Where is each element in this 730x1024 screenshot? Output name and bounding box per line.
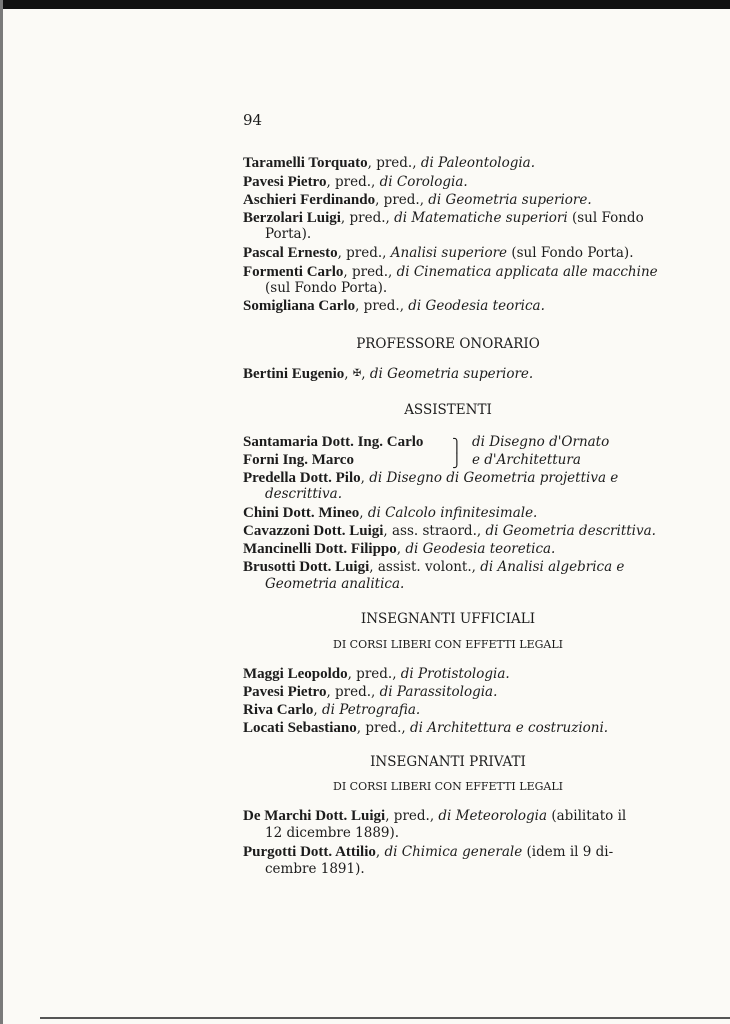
entry-name: Purgotti Dott. Attilio <box>243 844 376 860</box>
entry-pascal <box>243 245 633 262</box>
section-subheading-ufficiali: DI CORSI LIBERI CON EFFETTI LEGALI <box>333 638 563 651</box>
entry-continuation: Porta). <box>265 226 312 242</box>
entry-role: , <box>359 505 368 521</box>
entry-name: Santamaria Dott. Ing. Carlo <box>243 434 424 450</box>
entry-role: , pred., <box>326 174 380 190</box>
entry-subject: di Matematiche superiori <box>394 210 568 226</box>
entry-note: (sul Fondo <box>567 210 644 226</box>
entry-role: , pred., <box>347 666 401 682</box>
entry-subject: di Architettura e costruzioni. <box>409 720 609 736</box>
entry-subject: di Geometria descrittiva. <box>485 523 656 539</box>
entry-santamaria <box>243 434 423 451</box>
entry-subject: di Calcolo infinitesimale. <box>367 505 538 521</box>
entry-subject: di Cinematica applicata alle macchine <box>396 264 658 280</box>
entry-continuation: (sul Fondo Porta). <box>265 280 388 296</box>
entry-role: , pred., <box>385 808 439 824</box>
entry-brusotti <box>243 559 624 576</box>
entry-role: , <box>361 366 370 382</box>
scan-left-edge <box>0 0 3 1024</box>
entry-continuation: cembre 1891). <box>265 861 365 877</box>
entry-note: (abilitato il <box>547 808 627 824</box>
entry-mancinelli <box>243 541 555 558</box>
entry-name: Chini Dott. Mineo <box>243 505 360 521</box>
entry-subject: di Analisi algebrica e <box>480 559 625 575</box>
scan-top-border <box>0 0 730 9</box>
entry-purgotti <box>243 844 613 861</box>
entry-role: , assist. volont., <box>369 559 481 575</box>
entry-subject-text: e d'Architettura <box>472 452 581 468</box>
entry-continuation: descrittiva. <box>265 486 343 502</box>
entry-subject: di Meteorologia <box>438 808 548 824</box>
entry-pavesi <box>243 174 468 191</box>
entry-subject: di Petrografia. <box>322 702 421 718</box>
entry-subject <box>472 434 609 450</box>
entry-subject: di Parassitologia. <box>379 684 498 700</box>
entry-riva <box>243 702 420 719</box>
entry-name: Riva Carlo <box>243 702 314 718</box>
entry-role: , pred., <box>355 298 409 314</box>
entry-subject <box>472 452 581 468</box>
entry-name: Mancinelli Dott. Filippo <box>243 541 397 557</box>
entry-name: Berzolari Luigi <box>243 210 341 226</box>
section-heading-onorario: PROFESSORE ONORARIO <box>356 336 540 352</box>
entry-berzolari <box>243 210 644 227</box>
entry-role: , pred., <box>367 155 421 171</box>
entry-forni <box>243 452 354 469</box>
entry-name: Pascal Ernesto <box>243 245 338 261</box>
entry-subject-text: di Disegno d'Ornato <box>472 434 610 450</box>
entry-name: De Marchi Dott. Luigi <box>243 808 386 824</box>
entry-name: Pavesi Pietro <box>243 174 327 190</box>
entry-name: Somigliana Carlo <box>243 298 356 314</box>
entry-name: Pavesi Pietro <box>243 684 327 700</box>
entry-name: Cavazzoni Dott. Luigi <box>243 523 384 539</box>
entry-continuation: Geometria analitica. <box>265 576 405 592</box>
entry-pavesi-2 <box>243 684 497 701</box>
section-heading-privati: INSEGNANTI PRIVATI <box>370 754 526 770</box>
entry-role: , <box>396 541 406 557</box>
entry-name: Maggi Leopoldo <box>243 666 348 682</box>
order-cross-icon: ✠ <box>352 368 362 379</box>
entry-subject: Analisi superiore <box>390 245 508 261</box>
entry-role: , pred., <box>337 245 391 261</box>
entry-name: Bertini Eugenio <box>243 366 345 382</box>
entry-name: Locati Sebastiano <box>243 720 357 736</box>
entry-chini <box>243 505 537 522</box>
entry-subject: di Geodesia teorica. <box>408 298 545 314</box>
entry-cavazzoni <box>243 523 656 540</box>
brace-mark: ⎫ ⎭ <box>452 439 462 469</box>
entry-predella <box>243 470 618 487</box>
section-heading-ufficiali: INSEGNANTI UFFICIALI <box>360 611 536 627</box>
entry-formenti <box>243 264 658 281</box>
entry-note: (sul Fondo Porta). <box>507 245 634 261</box>
entry-maggi <box>243 666 510 683</box>
entry-subject: di Geometria superiore. <box>369 366 534 382</box>
entry-name: Brusotti Dott. Luigi <box>243 559 370 575</box>
entry-role: , pred., <box>340 210 395 226</box>
entry-somigliana <box>243 298 545 315</box>
entry-locati <box>243 720 608 737</box>
entry-role: , pred., <box>343 264 397 280</box>
entry-demarchi <box>243 808 626 825</box>
entry-bertini <box>243 366 533 383</box>
entry-role: , <box>344 366 353 382</box>
entry-role: , ass. straord., <box>383 523 486 539</box>
entry-note: (idem il 9 di- <box>522 844 614 860</box>
entry-name: Formenti Carlo <box>243 264 344 280</box>
entry-subject: di Geodesia teoretica. <box>405 541 556 557</box>
entry-role: , <box>375 844 385 860</box>
entry-name: Predella Dott. Pilo <box>243 470 361 486</box>
entry-role: , pred., <box>356 720 410 736</box>
entry-continuation: 12 dicembre 1889). <box>265 825 400 841</box>
entry-aschieri <box>243 192 592 209</box>
entry-role: , <box>360 470 370 486</box>
entry-name: Forni Ing. Marco <box>243 452 354 468</box>
scan-bottom-line <box>40 1017 730 1019</box>
entry-subject: di Chimica generale <box>384 844 523 860</box>
entry-name: Taramelli Torquato <box>243 155 368 171</box>
section-subheading-privati: DI CORSI LIBERI CON EFFETTI LEGALI <box>333 780 563 793</box>
entry-subject: di Corologia. <box>379 174 468 190</box>
entry-taramelli <box>243 155 535 172</box>
section-heading-assistenti: ASSISTENTI <box>404 402 492 418</box>
entry-subject: di Geometria superiore. <box>428 192 592 208</box>
entry-role: , pred., <box>375 192 429 208</box>
entry-role: , pred., <box>326 684 380 700</box>
entry-subject: di Paleontologia. <box>420 155 536 171</box>
entry-role: , <box>313 702 323 718</box>
entry-subject: di Protistologia. <box>400 666 510 682</box>
entry-name: Aschieri Ferdinando <box>243 192 376 208</box>
page-number: 94 <box>243 111 263 129</box>
entry-subject: di Disegno di Geometria projettiva e <box>369 470 619 486</box>
